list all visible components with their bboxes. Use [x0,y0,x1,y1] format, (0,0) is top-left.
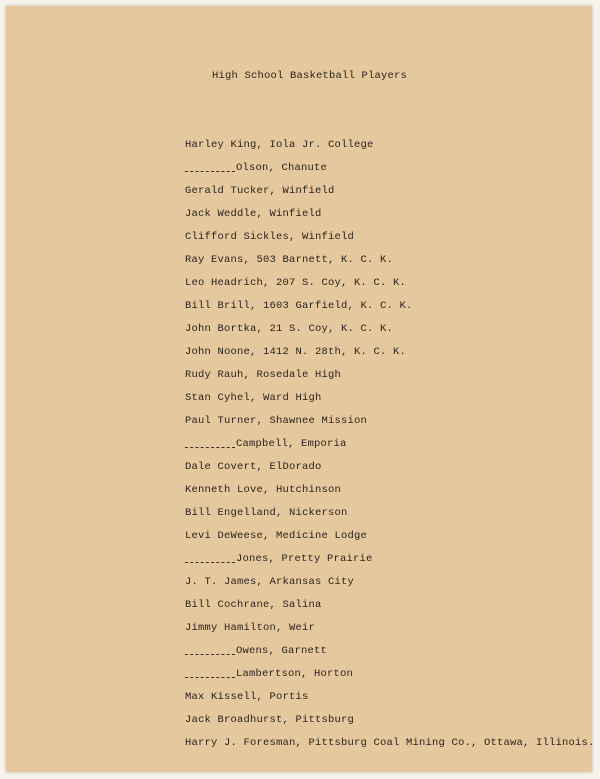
player-entry-text: Leo Headrich, 207 S. Coy, K. C. K. [185,277,407,289]
player-entry [185,203,595,226]
player-entry-text: Olson, Chanute [236,162,328,174]
player-entry-text: Harry J. Foresman, Pittsburg Coal Mining Co., Ottawa, Illinois. [185,737,595,749]
player-entry-text: Bill Engelland, Nickerson [185,507,348,519]
player-entry-text: Jimmy Hamilton, Weir [185,622,316,634]
player-entry [185,318,595,341]
player-entry-text: Harley King, Iola Jr. College [185,139,374,151]
player-entry-text: John Noone, 1412 N. 28th, K. C. K. [185,346,407,358]
player-entry [185,364,595,387]
player-entry-text: John Bortka, 21 S. Coy, K. C. K. [185,323,394,335]
player-entry-text: Campbell, Emporia [236,438,347,450]
player-entry-text: Dale Covert, ElDorado [185,461,322,473]
player-entry [185,226,595,249]
player-entry [185,410,595,433]
player-entry [185,387,595,410]
player-entry [185,732,595,755]
blank-first-name-line [185,665,235,678]
player-entry-text: Jack Broadhurst, Pittsburg [185,714,355,726]
blank-first-name-line [185,642,235,655]
player-entry [185,686,595,709]
player-entry [185,571,595,594]
player-entry [185,663,595,686]
player-entry [185,456,595,479]
player-entry [185,295,595,318]
player-list [185,134,595,755]
player-entry-text: Owens, Garnett [236,645,328,657]
blank-first-name-line [185,159,235,172]
player-entry [185,180,595,203]
player-entry [185,709,595,732]
player-entry-text: Bill Cochrane, Salina [185,599,322,611]
player-entry-text: Ray Evans, 503 Barnett, K. C. K. [185,254,394,266]
player-entry-text: Jones, Pretty Prairie [236,553,373,565]
player-entry-text: Bill Brill, 1603 Garfield, K. C. K. [185,300,413,312]
player-entry-text: Kenneth Love, Hutchinson [185,484,342,496]
player-entry [185,502,595,525]
document-title: High School Basketball Players [212,70,408,82]
player-entry [185,433,595,456]
player-entry [185,249,595,272]
player-entry [185,134,595,157]
player-entry-text: Paul Turner, Shawnee Mission [185,415,368,427]
player-entry-text: Jack Weddle, Winfield [185,208,322,220]
player-entry [185,341,595,364]
player-entry-text: Levi DeWeese, Medicine Lodge [185,530,368,542]
player-entry-text: Lambertson, Horton [236,668,354,680]
player-entry [185,479,595,502]
player-entry-text: J. T. James, Arkansas City [185,576,355,588]
player-entry [185,272,595,295]
player-entry [185,157,595,180]
blank-first-name-line [185,550,235,563]
player-entry-text: Max Kissell, Portis [185,691,309,703]
player-entry-text: Stan Cyhel, Ward High [185,392,322,404]
player-entry-text: Clifford Sickles, Winfield [185,231,355,243]
typed-document-page [6,6,595,772]
player-entry [185,617,595,640]
player-entry [185,594,595,617]
blank-first-name-line [185,435,235,448]
player-entry-text: Rudy Rauh, Rosedale High [185,369,342,381]
player-entry-text: Gerald Tucker, Winfield [185,185,335,197]
player-entry [185,640,595,663]
player-entry [185,525,595,548]
player-entry [185,548,595,571]
